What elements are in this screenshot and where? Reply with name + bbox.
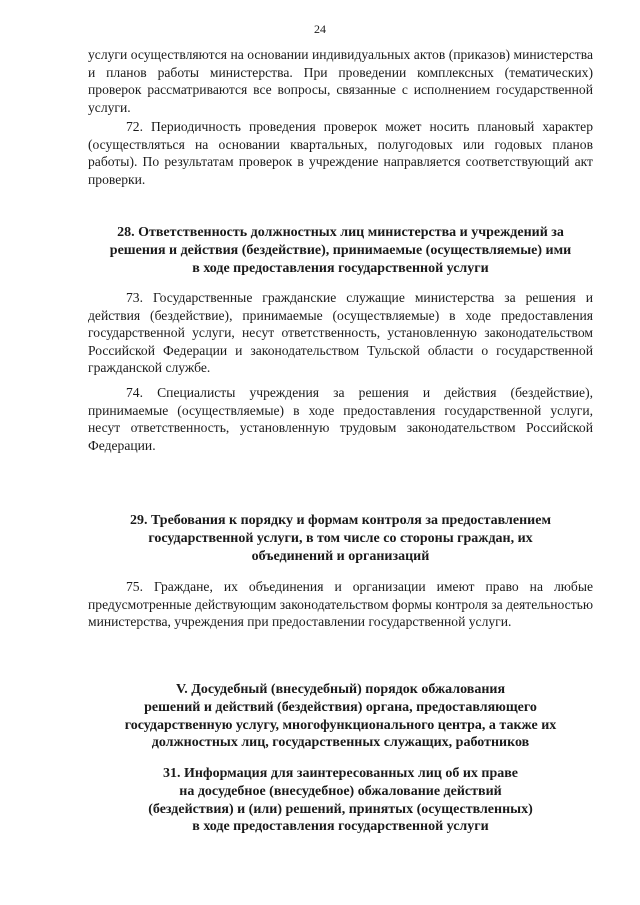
heading-line: 31. Информация для заинтересованных лиц об их праве <box>162 766 519 781</box>
heading-line: в ходе предоставления государственной услуги <box>192 819 489 835</box>
heading-line: объединений и организаций <box>251 548 430 564</box>
section-v-heading <box>88 681 593 752</box>
heading-line: 29. Требования к порядку и формам контроля за предоставлением <box>130 513 551 528</box>
heading-line: должностных лиц, государственных служащих, работников <box>151 735 530 751</box>
heading-line: 28. Ответственность должностных лиц министерства и учреждений за <box>117 225 564 240</box>
heading-line: на досудебное (внесудебное) обжалование действий <box>179 783 502 799</box>
heading-line: V. Досудебный (внесудебный) порядок обжалования <box>175 682 506 697</box>
paragraph-text: 74. Специалисты учреждения за решения и действия (бездействие), принимаемые (осуществляемые) в ходе предоставления государственной услуги, несут ответственность, установленную трудовым законодательством Российской Федерации. <box>88 385 593 453</box>
paragraph-text: 75. Граждане, их объединения и организации имеют право на любые предусмотренные действующим законодательством формы контроля за деятельностью министерства, учреждения при предоставлении государственной услуги. <box>88 579 593 630</box>
paragraph-text: услуги осуществляются на основании индивидуальных актов (приказов) министерства и планов работы министерства. При проведении комплексных (тематических) проверок рассматриваются все вопросы, связанные с исполнением государственной услуги. <box>88 47 593 115</box>
paragraph-71-continuation <box>88 46 593 116</box>
heading-line: (бездействия) и (или) решений, принятых (осуществленных) <box>148 801 533 817</box>
heading-line: государственную услугу, многофункционального центра, а также их <box>124 717 557 733</box>
paragraph-72 <box>88 118 593 188</box>
page-number: 24 <box>314 22 326 36</box>
section-29-heading <box>88 512 593 565</box>
paragraph-75 <box>88 578 593 631</box>
section-31-heading <box>88 765 593 836</box>
paragraph-74 <box>88 384 593 454</box>
heading-line: государственной услуги, в том числе со стороны граждан, их <box>148 530 533 546</box>
heading-line: решений и действий (бездействия) органа, предоставляющего <box>144 699 537 715</box>
paragraph-73 <box>88 289 593 377</box>
paragraph-text: 72. Периодичность проведения проверок может носить плановый характер (осуществляться на основании квартальных, полугодовых или годовых планов работы). По результатам проверок в учреждение направляется соответствующий акт проверки. <box>88 119 593 187</box>
heading-line: решения и действия (бездействие), принимаемые (осуществляемые) ими <box>109 242 572 258</box>
section-28-heading <box>88 224 593 277</box>
paragraph-text: 73. Государственные гражданские служащие министерства за решения и действия (бездействие), принимаемые (осуществляемые) в ходе предоставления государственной услуги, несут ответственность, установленную законодательством Российской Федерации и законодательством Тульской области о государственной гражданской службе. <box>88 290 593 376</box>
heading-line: в ходе предоставления государственной услуги <box>192 260 489 276</box>
